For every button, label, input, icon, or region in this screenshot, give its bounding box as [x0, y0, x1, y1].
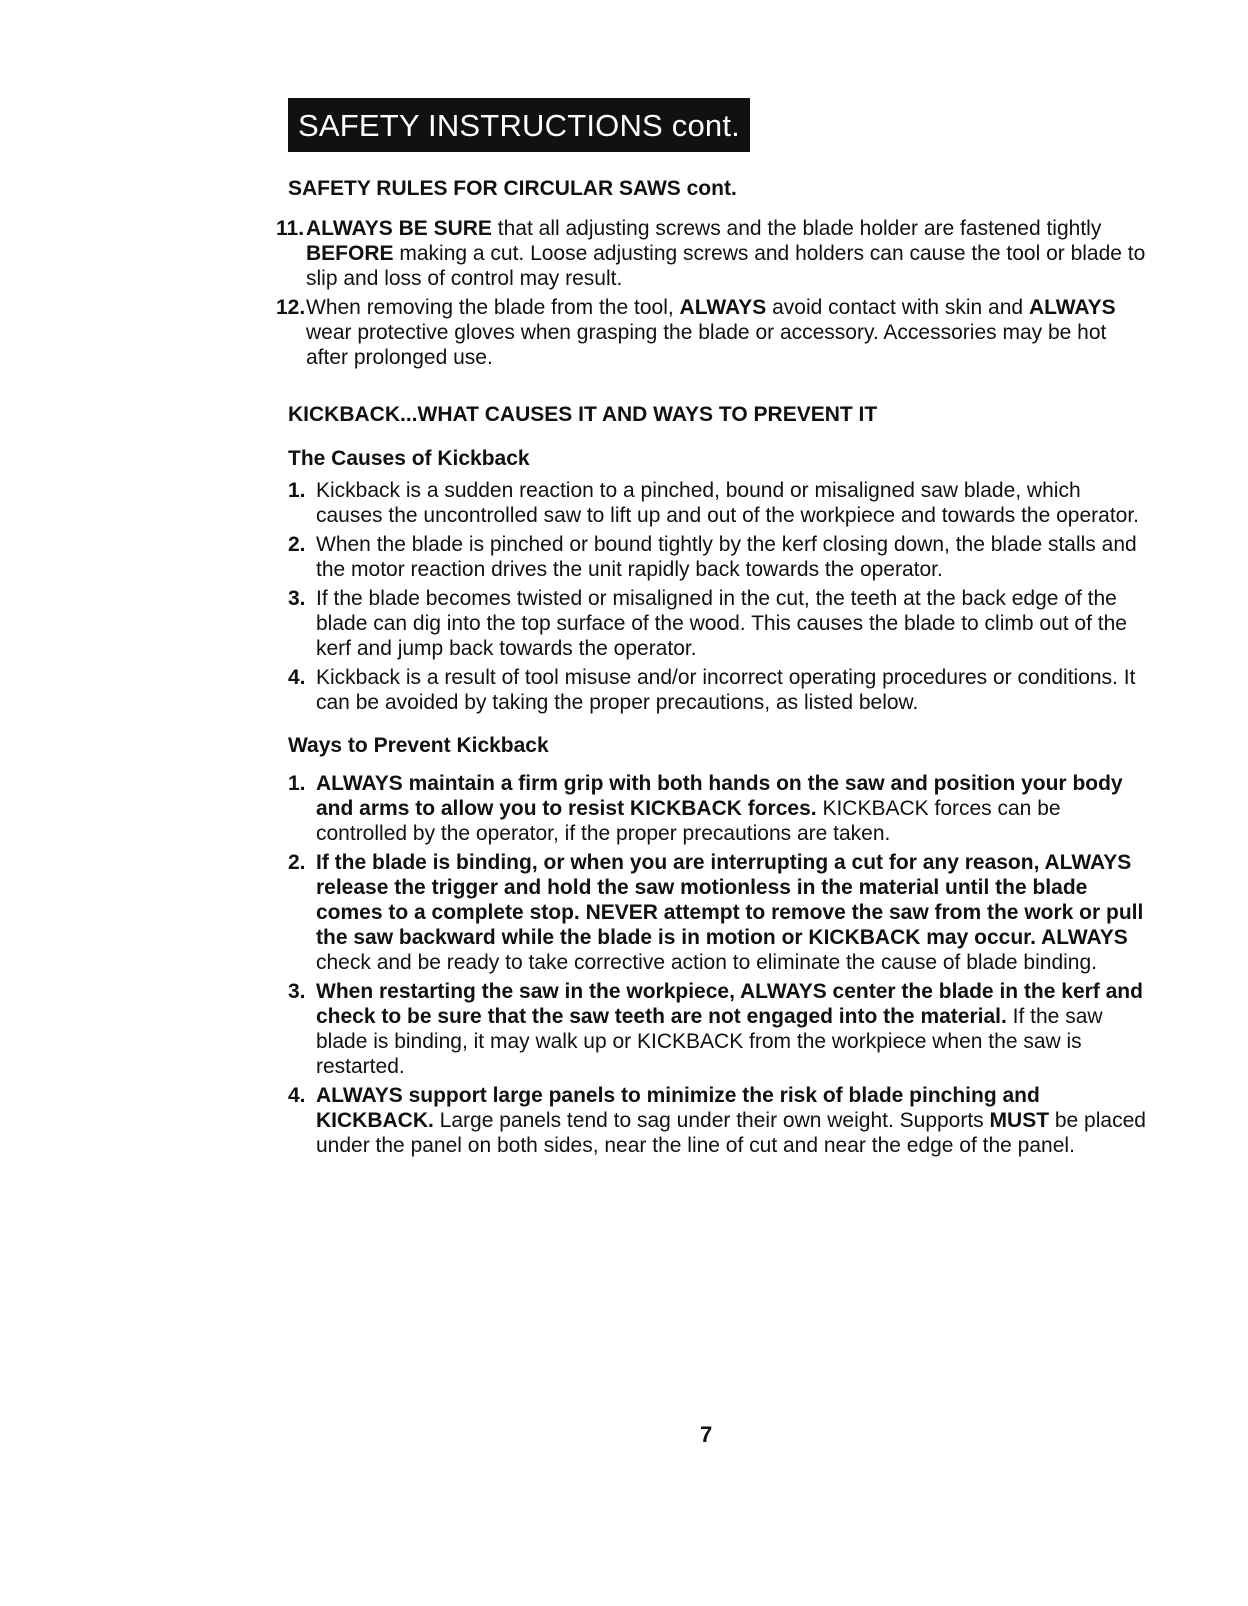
item-number: 1.: [288, 772, 306, 795]
list-item: [276, 216, 1148, 291]
list-item: [276, 295, 1148, 370]
item-text: Kickback is a sudden reaction to a pinched, bound or misaligned saw blade, which causes the uncontrolled saw to lift up and out of the workpiece and towards the operator.: [316, 479, 1140, 527]
page-content: [276, 176, 1148, 1158]
list-item: [288, 478, 1148, 528]
item-number: 2.: [288, 533, 306, 556]
prevent-heading: Ways to Prevent Kickback: [288, 734, 549, 757]
item-number: 3.: [288, 587, 306, 610]
item-text: If the blade is binding, or when you are interrupting a cut for any reason, ALWAYS release the trigger and hold the saw motionless in the material until the blade comes to a complete stop. NEVER attempt to remove the saw from the work or pull the saw backward while the blade is in motion or KICKBACK may occur. ALWAYS check and be ready to take corrective action to eliminate the cause of blade binding.: [316, 851, 1144, 974]
item-number: 12.: [276, 296, 306, 319]
item-number: 4.: [288, 1084, 306, 1107]
prevent-list: [288, 771, 1148, 1158]
item-number: 3.: [288, 980, 306, 1003]
item-text: When the blade is pinched or bound tightly by the kerf closing down, the blade stalls and the motor reaction drives the unit rapidly back towards the operator.: [316, 533, 1137, 581]
item-text: ALWAYS BE SURE that all adjusting screws and the blade holder are fastened tightly BEFORE making a cut. Loose adjusting screws and holders can cause the tool or blade to slip and loss of control may result.: [306, 217, 1146, 290]
item-number: 11.: [276, 217, 305, 240]
item-text: When removing the blade from the tool, ALWAYS avoid contact with skin and ALWAYS wear protective gloves when grasping the blade or accessory. Accessories may be hot after prolonged use.: [306, 296, 1116, 369]
list-item: [288, 979, 1148, 1079]
item-text: If the blade becomes twisted or misaligned in the cut, the teeth at the back edge of the blade can dig into the top surface of the wood. This causes the blade to climb out of the kerf and jump back towards the operator.: [316, 587, 1127, 660]
circular-rules-list: [276, 216, 1148, 370]
item-number: 2.: [288, 851, 306, 874]
list-item: [288, 532, 1148, 582]
causes-heading: The Causes of Kickback: [288, 447, 530, 470]
item-text: ALWAYS support large panels to minimize the risk of blade pinching and KICKBACK. Large panels tend to sag under their own weight. Supports MUST be placed under the panel on both sides, near the line of cut and near the edge of the panel.: [316, 1084, 1146, 1157]
section-banner: SAFETY INSTRUCTIONS cont.: [288, 98, 750, 152]
list-item: [288, 665, 1148, 715]
item-text: Kickback is a result of tool misuse and/or incorrect operating procedures or conditions. It can be avoided by taking the proper precautions, as listed below.: [316, 666, 1136, 714]
page-number: 7: [700, 1422, 713, 1447]
list-item: [288, 586, 1148, 661]
list-item: [288, 771, 1148, 846]
item-text: ALWAYS maintain a firm grip with both hands on the saw and position your body and arms to allow you to resist KICKBACK forces. KICKBACK forces can be controlled by the operator, if the proper precautions are taken.: [316, 772, 1123, 845]
item-number: 4.: [288, 666, 306, 689]
list-item: [288, 1083, 1148, 1158]
circular-saws-heading: SAFETY RULES FOR CIRCULAR SAWS cont.: [288, 177, 737, 200]
kickback-heading: KICKBACK...WHAT CAUSES IT AND WAYS TO PREVENT IT: [288, 403, 878, 426]
causes-list: [288, 478, 1148, 715]
item-number: 1.: [288, 479, 306, 502]
item-text: When restarting the saw in the workpiece, ALWAYS center the blade in the kerf and check to be sure that the saw teeth are not engaged into the material. If the saw blade is binding, it may walk up or KICKBACK from the workpiece when the saw is restarted.: [316, 980, 1143, 1078]
list-item: [288, 850, 1148, 975]
